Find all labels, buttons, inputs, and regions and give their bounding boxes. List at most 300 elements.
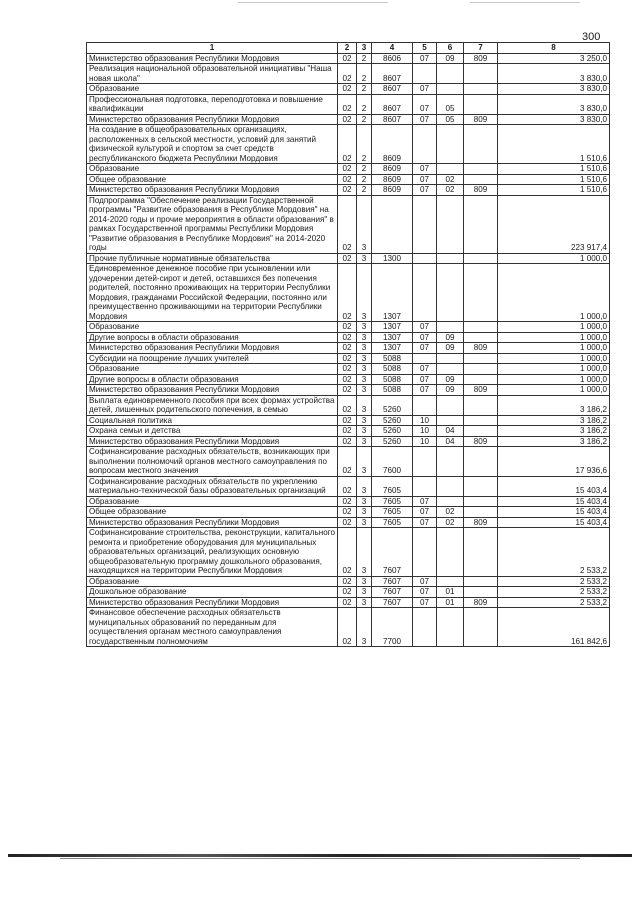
table-row [87, 385, 610, 396]
code-col-4: 5260 [372, 415, 413, 426]
row-description: Министерство образования Республики Мордовия [87, 343, 338, 354]
code-col-5: 07 [413, 114, 437, 125]
table-row [87, 528, 610, 577]
page-number: 300 [582, 31, 601, 43]
code-col-3: 3 [357, 576, 372, 587]
table-row [87, 507, 610, 518]
scan-edge-right [470, 2, 580, 3]
row-description: Образование [87, 576, 338, 587]
code-col-6: 09 [437, 332, 464, 343]
code-col-5 [413, 608, 437, 647]
budget-table [86, 42, 610, 647]
code-col-5 [413, 253, 437, 264]
code-col-6 [437, 395, 464, 415]
row-description: Софинансирование строительства, реконструкции, капитального ремонта и приобретение оборудования для муниципальных образовательных организаций, реализующих основную общеобразовательную программу дошкольного образования, находящихся на территории Республики Мордовия [87, 528, 338, 577]
code-col-2: 02 [338, 322, 357, 333]
code-col-6: 09 [437, 53, 464, 64]
code-col-5 [413, 195, 437, 253]
table-row [87, 374, 610, 385]
code-col-5: 07 [413, 507, 437, 518]
code-col-4: 5088 [372, 353, 413, 364]
code-col-7 [464, 395, 498, 415]
code-col-6 [437, 353, 464, 364]
amount: 15 403,4 [498, 496, 610, 507]
amount: 1 000,0 [498, 322, 610, 333]
code-col-2: 02 [338, 114, 357, 125]
table-row [87, 395, 610, 415]
code-col-2: 02 [338, 253, 357, 264]
code-col-3: 3 [357, 253, 372, 264]
amount: 3 830,0 [498, 84, 610, 95]
code-col-5 [413, 264, 437, 322]
code-col-7 [464, 476, 498, 496]
amount: 2 533,2 [498, 576, 610, 587]
amount: 15 403,4 [498, 507, 610, 518]
amount: 1 000,0 [498, 374, 610, 385]
code-col-6 [437, 364, 464, 375]
code-col-5: 07 [413, 597, 437, 608]
code-col-2: 02 [338, 426, 357, 437]
code-col-6 [437, 253, 464, 264]
code-col-6 [437, 415, 464, 426]
code-col-4: 8607 [372, 94, 413, 114]
code-col-4: 7600 [372, 447, 413, 477]
row-description: Прочие публичные нормативные обязательства [87, 253, 338, 264]
table-row [87, 517, 610, 528]
code-col-5: 07 [413, 517, 437, 528]
code-col-2: 02 [338, 84, 357, 95]
amount: 2 533,2 [498, 528, 610, 577]
amount: 223 917,4 [498, 195, 610, 253]
row-description: Дошкольное образование [87, 587, 338, 598]
code-col-4: 7607 [372, 576, 413, 587]
code-col-6: 09 [437, 343, 464, 354]
code-col-4: 8609 [372, 125, 413, 164]
code-col-7: 809 [464, 436, 498, 447]
table-row [87, 185, 610, 196]
code-col-3: 3 [357, 517, 372, 528]
code-col-6: 09 [437, 374, 464, 385]
code-col-7 [464, 608, 498, 647]
amount: 1 000,0 [498, 264, 610, 322]
code-col-7 [464, 353, 498, 364]
code-col-2: 02 [338, 125, 357, 164]
code-col-4: 1307 [372, 332, 413, 343]
row-description: Образование [87, 164, 338, 175]
code-col-3: 3 [357, 385, 372, 396]
amount: 1 000,0 [498, 353, 610, 364]
amount: 2 533,2 [498, 597, 610, 608]
code-col-4: 7605 [372, 496, 413, 507]
code-col-4: 5260 [372, 395, 413, 415]
code-col-4: 5260 [372, 426, 413, 437]
table-row [87, 264, 610, 322]
code-col-5: 07 [413, 496, 437, 507]
code-col-7 [464, 332, 498, 343]
code-col-6 [437, 496, 464, 507]
table-row [87, 364, 610, 375]
code-col-3: 3 [357, 476, 372, 496]
code-col-7 [464, 164, 498, 175]
code-col-5 [413, 476, 437, 496]
code-col-3: 3 [357, 436, 372, 447]
table-row [87, 332, 610, 343]
code-col-6: 01 [437, 597, 464, 608]
table-row [87, 597, 610, 608]
row-description: Софинансирование расходных обязательств, возникающих при выполнении полномочий органов местного самоуправления по вопросам местного значения [87, 447, 338, 477]
code-col-2: 02 [338, 343, 357, 354]
code-col-7 [464, 447, 498, 477]
row-description: Министерство образования Республики Мордовия [87, 185, 338, 196]
table-row [87, 195, 610, 253]
row-description: Подпрограмма "Обеспечение реализации Государственной программы "Развитие образования в Республике Мордовия" на 2014-2020 годы и прочие мероприятия в области образования" в рамках Государственной программы Республики Мордовия "Развитие образования в Республике Мордовия" на 2014-2020 годы [87, 195, 338, 253]
code-col-5: 07 [413, 164, 437, 175]
code-col-2: 02 [338, 476, 357, 496]
code-col-2: 02 [338, 53, 357, 64]
code-col-2: 02 [338, 597, 357, 608]
row-description: Министерство образования Республики Мордовия [87, 597, 338, 608]
code-col-4: 1307 [372, 322, 413, 333]
amount: 3 250,0 [498, 53, 610, 64]
amount: 3 186,2 [498, 415, 610, 426]
code-col-3: 3 [357, 332, 372, 343]
code-col-2: 02 [338, 576, 357, 587]
row-description: Охрана семьи и детства [87, 426, 338, 437]
code-col-6: 04 [437, 426, 464, 437]
code-col-6 [437, 447, 464, 477]
code-col-6 [437, 125, 464, 164]
table-row [87, 343, 610, 354]
amount: 1 510,6 [498, 185, 610, 196]
code-col-7 [464, 264, 498, 322]
code-col-2: 02 [338, 447, 357, 477]
code-col-7 [464, 415, 498, 426]
code-col-4: 1307 [372, 264, 413, 322]
column-header: 1 [87, 43, 338, 54]
code-col-3: 3 [357, 322, 372, 333]
code-col-7: 809 [464, 114, 498, 125]
code-col-4 [372, 195, 413, 253]
amount: 1 000,0 [498, 364, 610, 375]
code-col-6: 01 [437, 587, 464, 598]
row-description: Министерство образования Республики Мордовия [87, 385, 338, 396]
code-col-7 [464, 195, 498, 253]
row-description: Образование [87, 322, 338, 333]
row-description: Социальная политика [87, 415, 338, 426]
table-row [87, 64, 610, 84]
table-row [87, 576, 610, 587]
amount: 3 186,2 [498, 436, 610, 447]
table-row [87, 53, 610, 64]
row-description: Выплата единовременного пособия при всех формах устройства детей, лишенных родительского попечения, в семью [87, 395, 338, 415]
code-col-4: 8606 [372, 53, 413, 64]
code-col-5: 07 [413, 576, 437, 587]
code-col-3: 3 [357, 426, 372, 437]
code-col-7 [464, 426, 498, 437]
code-col-4: 7605 [372, 507, 413, 518]
code-col-4: 8609 [372, 174, 413, 185]
code-col-7: 809 [464, 343, 498, 354]
code-col-4: 5088 [372, 374, 413, 385]
code-col-3: 3 [357, 195, 372, 253]
code-col-5: 07 [413, 385, 437, 396]
code-col-5: 10 [413, 436, 437, 447]
table-row [87, 322, 610, 333]
code-col-3: 3 [357, 415, 372, 426]
code-col-2: 02 [338, 94, 357, 114]
code-col-4: 7605 [372, 517, 413, 528]
amount: 17 936,6 [498, 447, 610, 477]
code-col-5: 07 [413, 374, 437, 385]
row-description: Реализация национальной образовательной инициативы "Наша новая школа" [87, 64, 338, 84]
code-col-4: 5088 [372, 385, 413, 396]
table-row [87, 114, 610, 125]
scan-bottom-shadow [60, 858, 580, 859]
code-col-5 [413, 447, 437, 477]
column-header: 6 [437, 43, 464, 54]
code-col-3: 2 [357, 185, 372, 196]
code-col-3: 2 [357, 53, 372, 64]
code-col-2: 02 [338, 395, 357, 415]
code-col-6: 04 [437, 436, 464, 447]
amount: 1 510,6 [498, 174, 610, 185]
code-col-5: 10 [413, 426, 437, 437]
code-col-5: 07 [413, 364, 437, 375]
code-col-5 [413, 64, 437, 84]
row-description: Общее образование [87, 174, 338, 185]
row-description: Профессиональная подготовка, переподготовка и повышение квалификации [87, 94, 338, 114]
table-row [87, 476, 610, 496]
code-col-6 [437, 164, 464, 175]
row-description: Образование [87, 364, 338, 375]
code-col-6 [437, 576, 464, 587]
code-col-7 [464, 496, 498, 507]
table-header-row [87, 43, 610, 54]
code-col-5 [413, 353, 437, 364]
code-col-3: 3 [357, 353, 372, 364]
code-col-6 [437, 476, 464, 496]
amount: 1 510,6 [498, 164, 610, 175]
column-header: 5 [413, 43, 437, 54]
code-col-2: 02 [338, 415, 357, 426]
code-col-3: 3 [357, 528, 372, 577]
code-col-2: 02 [338, 374, 357, 385]
code-col-2: 02 [338, 587, 357, 598]
code-col-5: 10 [413, 415, 437, 426]
code-col-5 [413, 395, 437, 415]
row-description: Общее образование [87, 507, 338, 518]
code-col-7 [464, 64, 498, 84]
code-col-3: 2 [357, 164, 372, 175]
code-col-2: 02 [338, 195, 357, 253]
code-col-4: 5260 [372, 436, 413, 447]
code-col-2: 02 [338, 174, 357, 185]
code-col-4: 7607 [372, 587, 413, 598]
code-col-4: 1300 [372, 253, 413, 264]
amount: 3 830,0 [498, 64, 610, 84]
column-header: 3 [357, 43, 372, 54]
table-row [87, 125, 610, 164]
code-col-3: 3 [357, 395, 372, 415]
code-col-2: 02 [338, 528, 357, 577]
code-col-4: 7607 [372, 597, 413, 608]
code-col-3: 3 [357, 496, 372, 507]
code-col-4: 1307 [372, 343, 413, 354]
row-description: Другие вопросы в области образования [87, 332, 338, 343]
code-col-3: 3 [357, 364, 372, 375]
code-col-5: 07 [413, 185, 437, 196]
amount: 15 403,4 [498, 517, 610, 528]
code-col-2: 02 [338, 364, 357, 375]
code-col-2: 02 [338, 264, 357, 322]
code-col-6: 05 [437, 114, 464, 125]
code-col-2: 02 [338, 332, 357, 343]
code-col-7 [464, 587, 498, 598]
code-col-7 [464, 322, 498, 333]
row-description: Субсидии на поощрение лучших учителей [87, 353, 338, 364]
code-col-6: 09 [437, 385, 464, 396]
table-row [87, 253, 610, 264]
code-col-7 [464, 253, 498, 264]
code-col-7 [464, 374, 498, 385]
table-row [87, 84, 610, 95]
code-col-3: 2 [357, 84, 372, 95]
code-col-4: 8609 [372, 185, 413, 196]
table-row [87, 426, 610, 437]
code-col-7 [464, 576, 498, 587]
code-col-5: 07 [413, 84, 437, 95]
code-col-2: 02 [338, 164, 357, 175]
code-col-3: 3 [357, 343, 372, 354]
code-col-7: 809 [464, 517, 498, 528]
amount: 1 000,0 [498, 343, 610, 354]
row-description: Министерство образования Республики Мордовия [87, 436, 338, 447]
code-col-7 [464, 507, 498, 518]
code-col-7: 809 [464, 185, 498, 196]
row-description: Министерство образования Республики Мордовия [87, 517, 338, 528]
code-col-2: 02 [338, 496, 357, 507]
code-col-5 [413, 528, 437, 577]
amount: 1 510,6 [498, 125, 610, 164]
code-col-4: 8607 [372, 114, 413, 125]
table-row [87, 174, 610, 185]
table-row [87, 436, 610, 447]
table-row [87, 164, 610, 175]
code-col-4: 8607 [372, 64, 413, 84]
table-row [87, 353, 610, 364]
code-col-3: 2 [357, 64, 372, 84]
code-col-6: 02 [437, 517, 464, 528]
code-col-5: 07 [413, 322, 437, 333]
code-col-7: 809 [464, 385, 498, 396]
row-description: Министерство образования Республики Мордовия [87, 53, 338, 64]
code-col-2: 02 [338, 353, 357, 364]
code-col-5: 07 [413, 587, 437, 598]
code-col-4: 8607 [372, 84, 413, 95]
row-description: На создание в общеобразовательных организациях, расположенных в сельской местности, условий для занятий физической культурой и спортом за счет средств республиканского бюджета Республики Мордовия [87, 125, 338, 164]
code-col-6 [437, 84, 464, 95]
code-col-6 [437, 608, 464, 647]
code-col-5: 07 [413, 94, 437, 114]
code-col-3: 2 [357, 125, 372, 164]
code-col-3: 3 [357, 374, 372, 385]
code-col-5: 07 [413, 332, 437, 343]
code-col-7 [464, 125, 498, 164]
code-col-7: 809 [464, 53, 498, 64]
code-col-7: 809 [464, 597, 498, 608]
code-col-6 [437, 64, 464, 84]
code-col-5: 07 [413, 174, 437, 185]
code-col-3: 3 [357, 597, 372, 608]
code-col-7 [464, 94, 498, 114]
amount: 3 186,2 [498, 395, 610, 415]
code-col-6: 05 [437, 94, 464, 114]
code-col-2: 02 [338, 507, 357, 518]
amount: 1 000,0 [498, 385, 610, 396]
code-col-4: 7607 [372, 528, 413, 577]
code-col-6 [437, 528, 464, 577]
code-col-3: 3 [357, 264, 372, 322]
table-row [87, 447, 610, 477]
code-col-2: 02 [338, 608, 357, 647]
amount: 1 000,0 [498, 253, 610, 264]
table-row [87, 94, 610, 114]
code-col-3: 2 [357, 174, 372, 185]
column-header: 7 [464, 43, 498, 54]
row-description: Образование [87, 496, 338, 507]
row-description: Софинансирование расходных обязательств по укреплению материально-технической базы образовательных организаций [87, 476, 338, 496]
table-row [87, 496, 610, 507]
code-col-3: 3 [357, 587, 372, 598]
amount: 3 830,0 [498, 114, 610, 125]
code-col-2: 02 [338, 385, 357, 396]
code-col-4: 8609 [372, 164, 413, 175]
code-col-2: 02 [338, 436, 357, 447]
code-col-3: 3 [357, 447, 372, 477]
code-col-7 [464, 174, 498, 185]
code-col-4: 7605 [372, 476, 413, 496]
code-col-6: 02 [437, 185, 464, 196]
code-col-2: 02 [338, 185, 357, 196]
code-col-5 [413, 125, 437, 164]
table-body [87, 53, 610, 647]
table-row [87, 415, 610, 426]
code-col-6: 02 [437, 507, 464, 518]
amount: 1 000,0 [498, 332, 610, 343]
code-col-3: 3 [357, 608, 372, 647]
code-col-3: 2 [357, 94, 372, 114]
code-col-3: 3 [357, 507, 372, 518]
amount: 3 186,2 [498, 426, 610, 437]
code-col-2: 02 [338, 517, 357, 528]
code-col-6 [437, 195, 464, 253]
amount: 15 403,4 [498, 476, 610, 496]
row-description: Единовременное денежное пособие при усыновлении или удочерении детей-сирот и детей, оставшихся без попечения родителей, постоянно проживающих на территории Республики Мордовия, гражданами Российской Федерации, постоянно или преимущественно проживающими на территории Республики Мордовия [87, 264, 338, 322]
scan-bottom-edge [8, 854, 632, 857]
column-header: 4 [372, 43, 413, 54]
table-row [87, 587, 610, 598]
code-col-4: 5088 [372, 364, 413, 375]
code-col-2: 02 [338, 64, 357, 84]
column-header: 8 [498, 43, 610, 54]
code-col-6: 02 [437, 174, 464, 185]
code-col-5: 07 [413, 343, 437, 354]
code-col-7 [464, 528, 498, 577]
amount: 2 533,2 [498, 587, 610, 598]
code-col-3: 2 [357, 114, 372, 125]
table-row [87, 608, 610, 647]
row-description: Финансовое обеспечение расходных обязательств муниципальных образований по переданным для осуществления органам местного самоуправления государственным полномочиям [87, 608, 338, 647]
